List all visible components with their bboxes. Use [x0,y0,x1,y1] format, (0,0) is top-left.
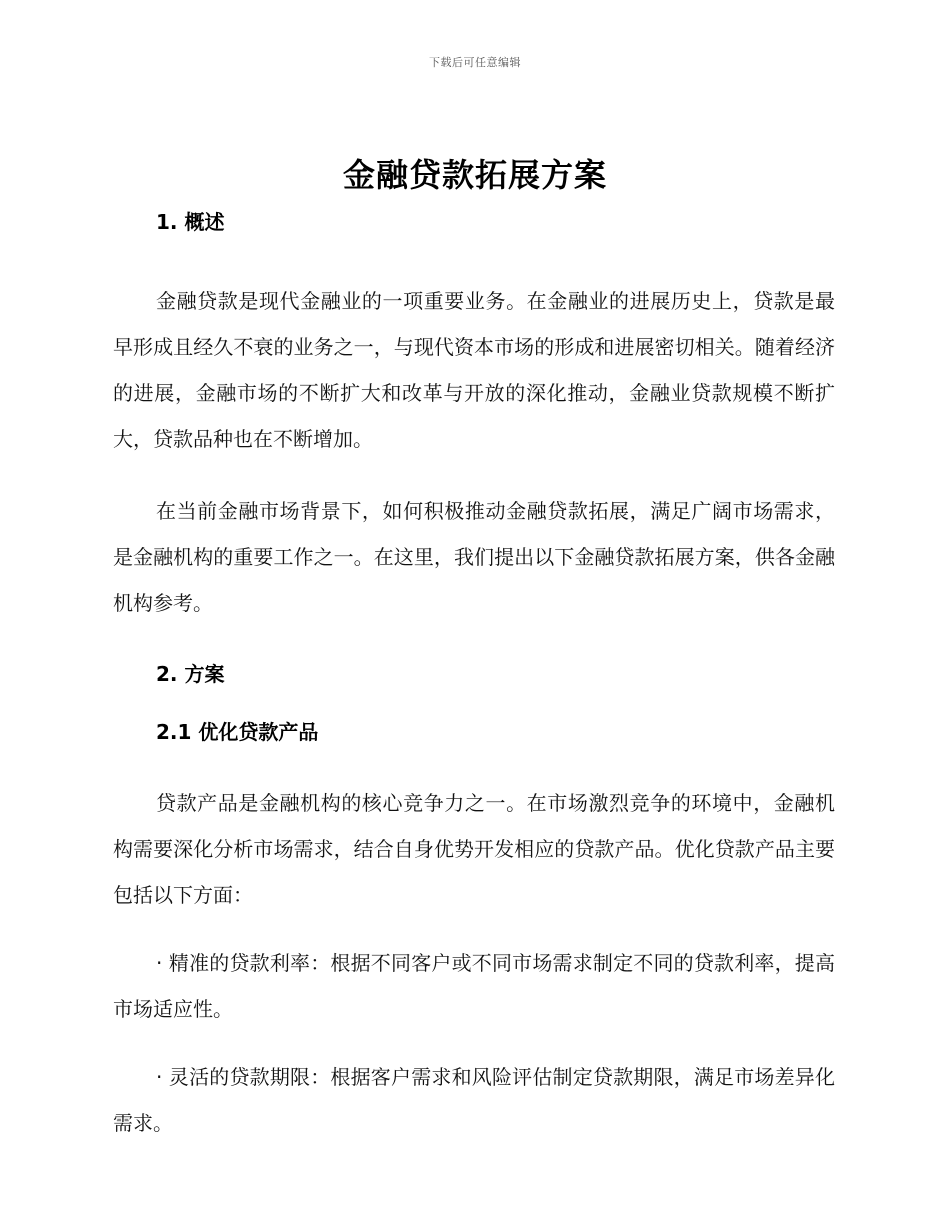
document-body [113,204,835,1146]
section-heading-overview: 1. 概述 [156,210,225,234]
section-heading-plan: 2. 方案 [156,662,225,686]
document-title: 金融贷款拓展方案 [342,156,607,194]
bullet-item-loan-term: · 灵活的贷款期限：根据客户需求和风险评估制定贷款期限，满足市场差异化需求。 [113,1065,835,1135]
paragraph-products: 贷款产品是金融机构的核心竞争力之一。在市场激烈竞争的环境中，金融机构需要深化分析市场需求，结合自身优势开发相应的贷款产品。优化贷款产品主要包括以下方面： [113,791,835,907]
paragraph-overview-1: 金融贷款是现代金融业的一项重要业务。在金融业的进展历史上，贷款是最早形成且经久不衰的业务之一，与现代资本市场的形成和进展密切相关。随着经济的进展，金融市场的不断扩大和改革与开放的深化推动，金融业贷款规模不断扩大，贷款品种也在不断增加。 [113,289,835,451]
bullet-item-interest-rate: · 精准的贷款利率：根据不同客户或不同市场需求制定不同的贷款利率，提高市场适应性。 [113,951,835,1021]
header-note: 下载后可任意编辑 [429,56,521,69]
paragraph-overview-2: 在当前金融市场背景下，如何积极推动金融贷款拓展，满足广阔市场需求，是金融机构的重要工作之一。在这里，我们提出以下金融贷款拓展方案，供各金融机构参考。 [113,499,835,615]
subsection-heading-products: 2.1 优化贷款产品 [156,720,319,744]
